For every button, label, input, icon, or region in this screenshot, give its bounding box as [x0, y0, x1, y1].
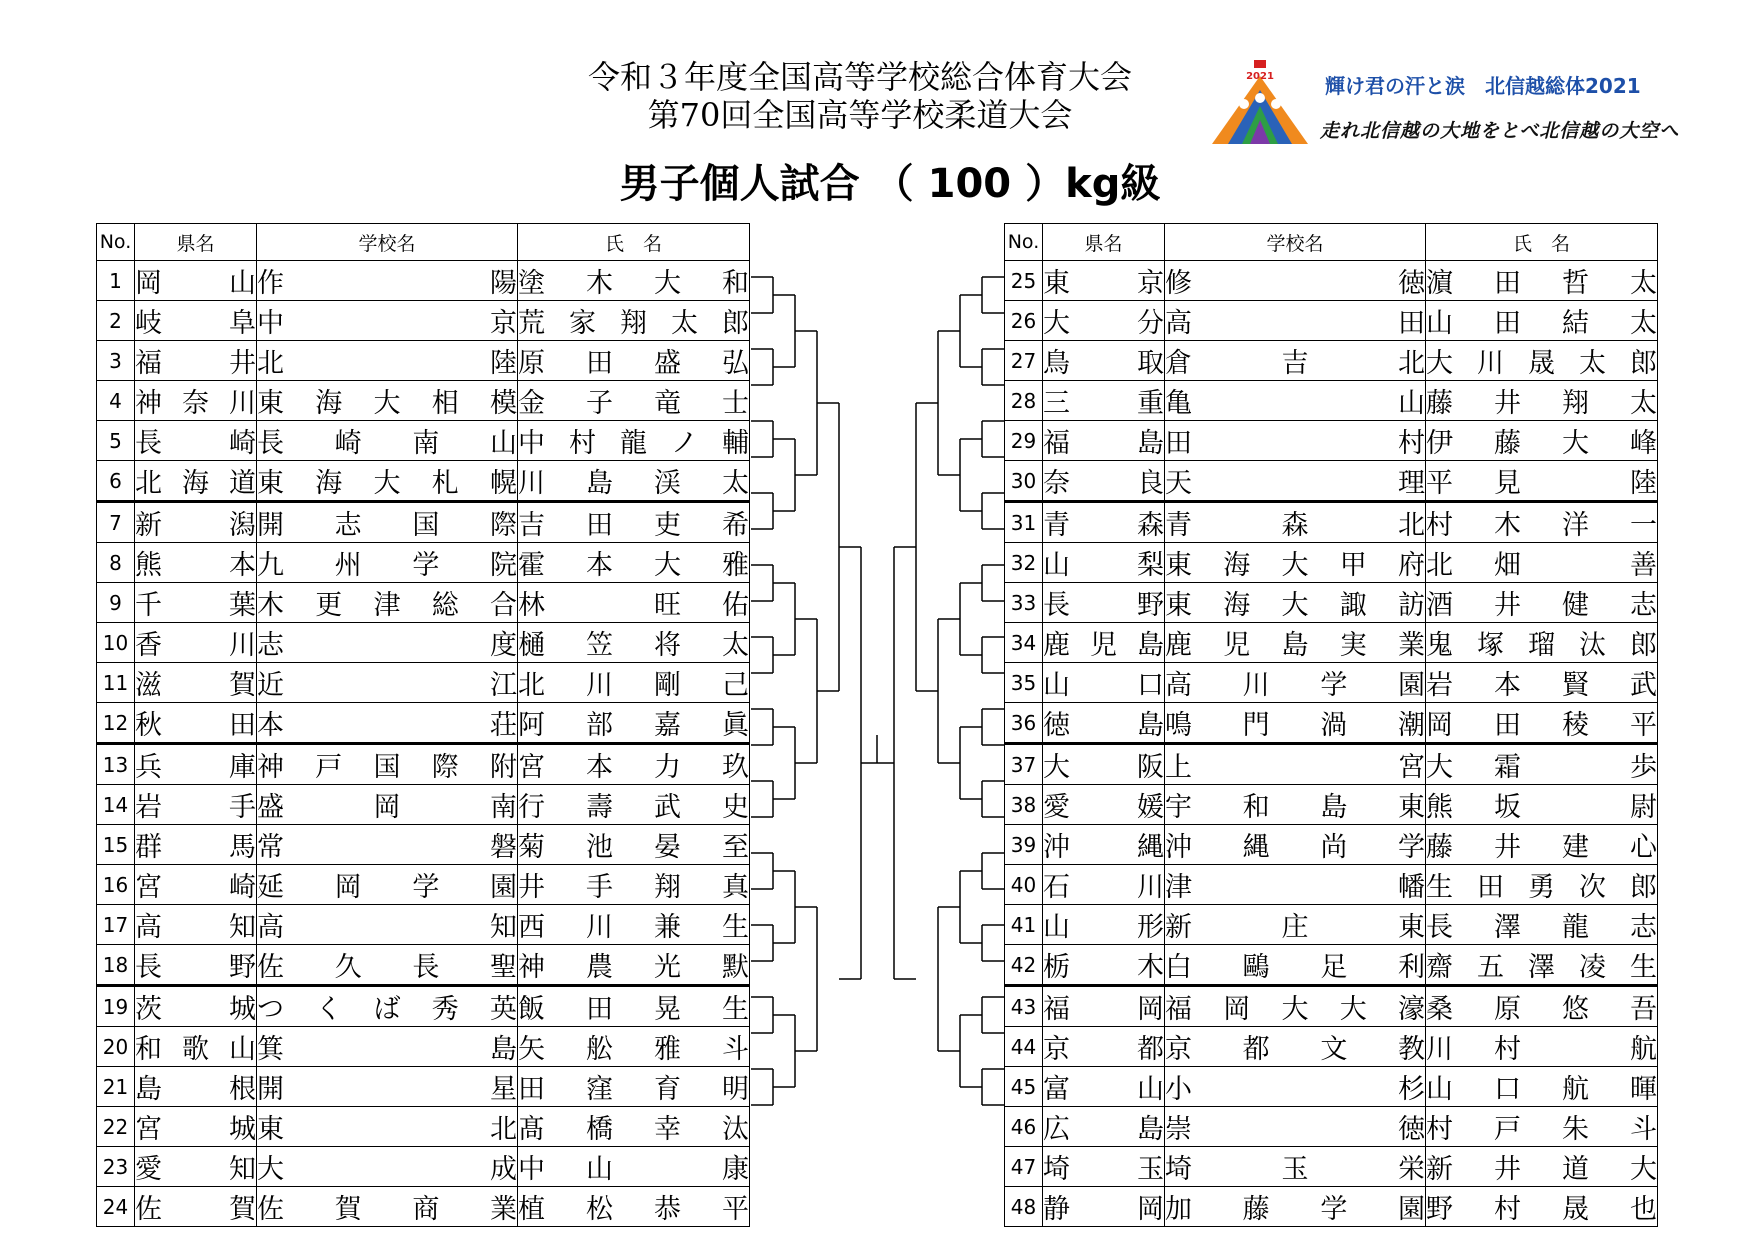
entry-number: 34: [1005, 623, 1043, 663]
entry-number: 24: [97, 1187, 135, 1227]
weight-unit: kg級: [1065, 161, 1161, 207]
prefecture-text: 長 崎: [135, 428, 256, 459]
prefecture-text: 宮 崎: [135, 872, 256, 903]
prefecture-text: 滋 賀: [135, 670, 256, 701]
entry-number: 40: [1005, 865, 1043, 905]
competitor-name-text: 大 川 晟 太 郎: [1426, 348, 1657, 379]
logo-year: 2021: [1246, 71, 1274, 82]
competitor-name-text: 飯 田 晃 生: [518, 994, 749, 1025]
competitor-name-text: 川 島 渓 太: [518, 468, 749, 499]
school-name-text: 沖 縄 尚 学: [1165, 832, 1425, 863]
entry-number: 44: [1005, 1027, 1043, 1067]
entry-number: 27: [1005, 341, 1043, 381]
prefecture-text: 富 山: [1043, 1074, 1164, 1105]
competitor-name-text: 藤 井 翔 太: [1426, 388, 1657, 419]
prefecture-text: 三 重: [1043, 388, 1164, 419]
competitor-name-text: 藤 井 建 心: [1426, 832, 1657, 863]
school-name-text: 田 村: [1165, 428, 1425, 459]
school-name-text: 東 海 大 諏 訪: [1165, 590, 1425, 621]
prefecture-text: 福 岡: [1043, 994, 1164, 1025]
competitor-name-text: 田 窪 育 明: [518, 1074, 749, 1105]
entry-number: 47: [1005, 1147, 1043, 1187]
school-name-text: 近 江: [257, 670, 517, 701]
competitor-name-text: 宮 本 力 玖: [518, 752, 749, 783]
competitor-name-text: 井 手 翔 真: [518, 872, 749, 903]
competitor-name-text: 植 松 恭 平: [518, 1194, 749, 1225]
entry-number: 16: [97, 865, 135, 905]
column-name: 氏 名: [1426, 224, 1658, 261]
entry-number: 33: [1005, 583, 1043, 623]
school-name-text: 開 志 国 際: [257, 510, 517, 541]
weight-value: 100: [927, 161, 1012, 207]
slogan: 輝け君の汗と涙 北信越総体2021: [1325, 74, 1641, 98]
entry-number: 31: [1005, 502, 1043, 543]
competitor-name-text: 鬼 塚 瑠 汰 郎: [1426, 630, 1657, 661]
school-name-text: 埼 玉 栄: [1165, 1154, 1425, 1185]
school-name-text: 高 知: [257, 912, 517, 943]
prefecture-text: 岡 山: [135, 268, 256, 299]
school-name-text: 東 北: [257, 1114, 517, 1145]
competitor-name-text: 濵 田 哲 太: [1426, 268, 1657, 299]
prefecture-text: 新 潟: [135, 510, 256, 541]
prefecture-text: 栃 木: [1043, 952, 1164, 983]
entry-number: 26: [1005, 301, 1043, 341]
prefecture-text: 奈 良: [1043, 468, 1164, 499]
competitor-name-text: 矢 舩 雅 斗: [518, 1034, 749, 1065]
competitor-name-text: 岩 本 賢 武: [1426, 670, 1657, 701]
entry-number: 30: [1005, 461, 1043, 502]
competitor-name-text: 長 澤 龍 志: [1426, 912, 1657, 943]
school-name-text: 北 陸: [257, 348, 517, 379]
competitor-name-text: 樋 笠 将 太: [518, 630, 749, 661]
prefecture-text: 群 馬: [135, 832, 256, 863]
prefecture-text: 神 奈 川: [135, 388, 256, 419]
prefecture-text: 東 京: [1043, 268, 1164, 299]
prefecture-text: 大 阪: [1043, 752, 1164, 783]
prefecture-text: 石 川: [1043, 872, 1164, 903]
school-name-text: 高 川 学 園: [1165, 670, 1425, 701]
competitor-name-text: 村 戸 朱 斗: [1426, 1114, 1657, 1145]
prefecture-text: 茨 城: [135, 994, 256, 1025]
school-name-text: 中 京: [257, 308, 517, 339]
column-no: No.: [97, 224, 135, 261]
paren-open: （: [873, 161, 914, 207]
competitor-name-text: 原 田 盛 弘: [518, 348, 749, 379]
entry-number: 39: [1005, 825, 1043, 865]
school-name-text: 長 崎 南 山: [257, 428, 517, 459]
competitor-name-text: 吉 田 吏 希: [518, 510, 749, 541]
entry-number: 35: [1005, 663, 1043, 703]
entry-number: 3: [97, 341, 135, 381]
entry-number: 7: [97, 502, 135, 543]
school-name-text: 福 岡 大 大 濠: [1165, 994, 1425, 1025]
prefecture-text: 山 口: [1043, 670, 1164, 701]
competitor-name-text: 林 旺 佑: [518, 590, 749, 621]
paren-close: ）: [1025, 161, 1066, 207]
competitor-name-text: 行 壽 武 史: [518, 792, 749, 823]
entry-number: 29: [1005, 421, 1043, 461]
entry-number: 9: [97, 583, 135, 623]
school-name-text: 佐 賀 商 業: [257, 1194, 517, 1225]
school-name-text: 佐 久 長 聖: [257, 952, 517, 983]
prefecture-text: 愛 知: [135, 1154, 256, 1185]
competitor-name-text: 齋 五 澤 凌 生: [1426, 952, 1657, 983]
school-name-text: 新 庄 東: [1165, 912, 1425, 943]
school-name-text: 九 州 学 院: [257, 550, 517, 581]
prefecture-text: 岩 手: [135, 792, 256, 823]
entry-number: 19: [97, 986, 135, 1027]
entry-number: 17: [97, 905, 135, 945]
prefecture-text: 埼 玉: [1043, 1154, 1164, 1185]
competitor-name-text: 阿 部 嘉 眞: [518, 710, 749, 741]
competitor-name-text: 北 川 剛 己: [518, 670, 749, 701]
column-name: 氏 名: [518, 224, 750, 261]
prefecture-text: 福 島: [1043, 428, 1164, 459]
competitor-name-text: 新 井 道 大: [1426, 1154, 1657, 1185]
competitor-name-text: 北 畑 善: [1426, 550, 1657, 581]
entry-number: 43: [1005, 986, 1043, 1027]
prefecture-text: 北 海 道: [135, 468, 256, 499]
school-name-text: 上 宮: [1165, 752, 1425, 783]
competitor-name-text: 伊 藤 大 峰: [1426, 428, 1657, 459]
prefecture-text: 和 歌 山: [135, 1034, 256, 1065]
entry-number: 37: [1005, 744, 1043, 785]
prefecture-text: 鳥 取: [1043, 348, 1164, 379]
school-name-text: 白 鷗 足 利: [1165, 952, 1425, 983]
competitor-name-text: 熊 坂 尉: [1426, 792, 1657, 823]
entry-number: 18: [97, 945, 135, 986]
prefecture-text: 沖 縄: [1043, 832, 1164, 863]
tournament-title: 令和３年度全国高等学校総合体育大会: [587, 58, 1132, 96]
school-name-text: 小 杉: [1165, 1074, 1425, 1105]
tournament-subtitle: 第70回全国高等学校柔道大会: [647, 96, 1073, 134]
school-name-text: 常 磐: [257, 832, 517, 863]
prefecture-text: 愛 媛: [1043, 792, 1164, 823]
competitor-name-text: 神 農 光 默: [518, 952, 749, 983]
school-name-text: 神 戸 国 際 附: [257, 752, 517, 783]
prefecture-text: 島 根: [135, 1074, 256, 1105]
prefecture-text: 鹿 児 島: [1043, 630, 1164, 661]
school-name-text: 志 度: [257, 630, 517, 661]
prefecture-text: 広 島: [1043, 1114, 1164, 1145]
prefecture-text: 山 梨: [1043, 550, 1164, 581]
prefecture-text: 香 川: [135, 630, 256, 661]
catchphrase: 走れ北信越の大地をとべ北信越の大空へ: [1320, 120, 1680, 142]
competitor-name-text: 平 見 陸: [1426, 468, 1657, 499]
prefecture-text: 山 形: [1043, 912, 1164, 943]
competitor-name-text: 荒 家 翔 太 郎: [518, 308, 749, 339]
entry-number: 28: [1005, 381, 1043, 421]
entry-number: 13: [97, 744, 135, 785]
school-name-text: 東 海 大 甲 府: [1165, 550, 1425, 581]
school-name-text: 開 星: [257, 1074, 517, 1105]
entry-number: 25: [1005, 261, 1043, 301]
entry-number: 4: [97, 381, 135, 421]
competitor-name-text: 塗 木 大 和: [518, 268, 749, 299]
entry-number: 12: [97, 703, 135, 744]
school-name-text: 鹿 児 島 実 業: [1165, 630, 1425, 661]
competitor-name-text: 山 田 結 太: [1426, 308, 1657, 339]
competitor-name-text: 大 霜 歩: [1426, 752, 1657, 783]
prefecture-text: 青 森: [1043, 510, 1164, 541]
school-name-text: 加 藤 学 園: [1165, 1194, 1425, 1225]
competitor-name-text: 生 田 勇 次 郎: [1426, 872, 1657, 903]
school-name-text: つ く ば 秀 英: [257, 994, 517, 1025]
entry-number: 10: [97, 623, 135, 663]
school-name-text: 高 田: [1165, 308, 1425, 339]
column-school: 学校名: [1165, 224, 1426, 261]
entry-number: 1: [97, 261, 135, 301]
prefecture-text: 高 知: [135, 912, 256, 943]
entry-number: 14: [97, 785, 135, 825]
prefecture-text: 長 野: [135, 952, 256, 983]
school-name-text: 東 海 大 札 幌: [257, 468, 517, 499]
school-name-text: 修 徳: [1165, 268, 1425, 299]
entry-number: 21: [97, 1067, 135, 1107]
prefecture-text: 福 井: [135, 348, 256, 379]
school-name-text: 宇 和 島 東: [1165, 792, 1425, 823]
entry-number: 36: [1005, 703, 1043, 744]
school-name-text: 箕 島: [257, 1034, 517, 1065]
school-name-text: 津 幡: [1165, 872, 1425, 903]
competitor-name-text: 野 村 晟 也: [1426, 1194, 1657, 1225]
entry-number: 15: [97, 825, 135, 865]
competitor-name-text: 霍 本 大 雅: [518, 550, 749, 581]
entry-number: 20: [97, 1027, 135, 1067]
prefecture-text: 長 野: [1043, 590, 1164, 621]
prefecture-text: 兵 庫: [135, 752, 256, 783]
school-name-text: 京 都 文 教: [1165, 1034, 1425, 1065]
competitor-name-text: 酒 井 健 志: [1426, 590, 1657, 621]
school-name-text: 天 理: [1165, 468, 1425, 499]
entry-number: 46: [1005, 1107, 1043, 1147]
prefecture-text: 宮 城: [135, 1114, 256, 1145]
competitor-name-text: 村 木 洋 一: [1426, 510, 1657, 541]
school-name-text: 亀 山: [1165, 388, 1425, 419]
entry-number: 42: [1005, 945, 1043, 986]
prefecture-text: 静 岡: [1043, 1194, 1164, 1225]
school-name-text: 延 岡 学 園: [257, 872, 517, 903]
column-no: No.: [1005, 224, 1043, 261]
school-name-text: 鳴 門 渦 潮: [1165, 710, 1425, 741]
competitor-name-text: 西 川 兼 生: [518, 912, 749, 943]
prefecture-text: 千 葉: [135, 590, 256, 621]
prefecture-text: 秋 田: [135, 710, 256, 741]
column-pref: 県名: [1043, 224, 1165, 261]
prefecture-text: 岐 阜: [135, 308, 256, 339]
entry-number: 48: [1005, 1187, 1043, 1227]
school-name-text: 崇 徳: [1165, 1114, 1425, 1145]
entry-number: 23: [97, 1147, 135, 1187]
competitor-name-text: 岡 田 稜 平: [1426, 710, 1657, 741]
prefecture-text: 佐 賀: [135, 1194, 256, 1225]
event-label: 男子個人試合: [619, 161, 860, 207]
entry-number: 11: [97, 663, 135, 703]
competitor-name-text: 桑 原 悠 吾: [1426, 994, 1657, 1025]
competitor-name-text: 中 村 龍 ノ 輔: [518, 428, 749, 459]
entry-number: 32: [1005, 543, 1043, 583]
school-name-text: 本 荘: [257, 710, 517, 741]
school-name-text: 倉 吉 北: [1165, 348, 1425, 379]
column-pref: 県名: [135, 224, 257, 261]
entry-number: 22: [97, 1107, 135, 1147]
school-name-text: 盛 岡 南: [257, 792, 517, 823]
prefecture-text: 大 分: [1043, 308, 1164, 339]
school-name-text: 作 陽: [257, 268, 517, 299]
entry-number: 8: [97, 543, 135, 583]
entry-number: 6: [97, 461, 135, 502]
entry-number: 41: [1005, 905, 1043, 945]
school-name-text: 大 成: [257, 1154, 517, 1185]
competitor-name-text: 中 山 康: [518, 1154, 749, 1185]
prefecture-text: 徳 島: [1043, 710, 1164, 741]
entry-number: 45: [1005, 1067, 1043, 1107]
competitor-name-text: 金 子 竜 士: [518, 388, 749, 419]
competitor-name-text: 髙 橋 幸 汰: [518, 1114, 749, 1145]
school-name-text: 木 更 津 総 合: [257, 590, 517, 621]
entry-number: 2: [97, 301, 135, 341]
competitor-name-text: 川 村 航: [1426, 1034, 1657, 1065]
competitor-name-text: 山 口 航 暉: [1426, 1074, 1657, 1105]
school-name-text: 青 森 北: [1165, 510, 1425, 541]
school-name-text: 東 海 大 相 模: [257, 388, 517, 419]
entry-number: 5: [97, 421, 135, 461]
entry-number: 38: [1005, 785, 1043, 825]
column-school: 学校名: [257, 224, 518, 261]
prefecture-text: 熊 本: [135, 550, 256, 581]
competitor-name-text: 菊 池 晏 至: [518, 832, 749, 863]
prefecture-text: 京 都: [1043, 1034, 1164, 1065]
